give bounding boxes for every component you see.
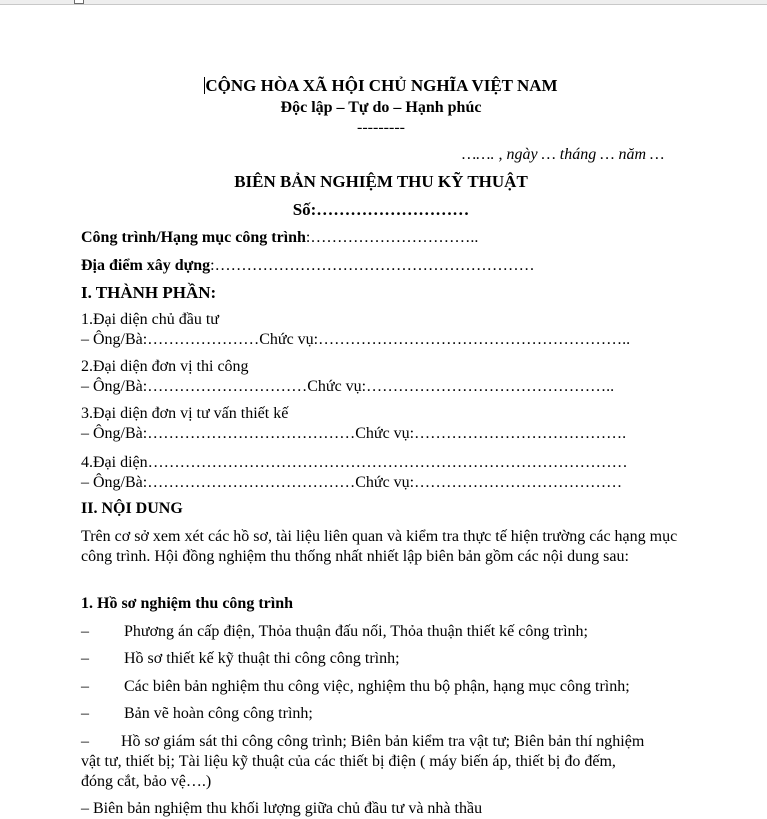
subsection1-heading: 1. Hồ sơ nghiệm thu công trình — [81, 595, 293, 612]
motto: Độc lập – Tự do – Hạnh phúc — [280, 99, 482, 116]
section2-heading: II. NỘI DUNG — [81, 500, 183, 517]
bullet-item — [81, 649, 400, 669]
dash-bullet-icon: – — [81, 623, 89, 640]
dash-bullet-icon: – — [81, 705, 89, 722]
project-line — [81, 228, 478, 248]
ruler — [0, 0, 767, 5]
bullet-text: Bản vẽ hoàn công công trình; — [124, 705, 313, 722]
bullet-long-line-1 — [81, 732, 644, 752]
bullet-long-line-2: vật tư, thiết bị; Tài liệu kỹ thuật của các thiết bị điện ( máy biến áp, thiết bị đo đếm, — [81, 753, 616, 770]
last-line: – Biên bản nghiệm thu khối lượng giữa chủ đầu tư và nhà thầu — [81, 800, 483, 817]
participant-1-person: – Ông/Bà:…………………Chức vụ:………………………………………………….. — [81, 331, 631, 348]
report-number: Số:……………………… — [292, 200, 470, 219]
separator: --------- — [357, 119, 405, 136]
bullet-text: Các biên bản nghiệm thu công việc, nghiệm thu bộ phận, hạng mục công trình; — [124, 678, 630, 695]
participant-1-title: 1.Đại diện chủ đầu tư — [81, 311, 219, 328]
bullet-text: Hồ sơ giám sát thi công công trình; Biên bản kiểm tra vật tư; Biên bản thí nghiệm — [121, 733, 645, 750]
participant-3-title: 3.Đại diện đơn vị tư vấn thiết kế — [81, 405, 289, 422]
bullet-item — [81, 622, 588, 642]
intro-paragraph: Trên cơ sở xem xét các hồ sơ, tài liệu liên quan và kiểm tra thực tế hiện trường các hạng mục công trình. Hội đồng nghiệm thu thống nhất nhiết lập biên bản gồm các nội dung sau: — [81, 528, 678, 565]
indent-marker[interactable] — [74, 0, 84, 4]
section1-heading: I. THÀNH PHẦN: — [81, 283, 217, 302]
dash-bullet-icon: – — [81, 650, 89, 667]
participant-4-title: 4.Đại diện……………………………………………………………………………… — [81, 454, 628, 471]
participant-2-title: 2.Đại diện đơn vị thi công — [81, 358, 249, 375]
report-title: BIÊN BẢN NGHIỆM THU KỸ THUẬT — [234, 172, 528, 191]
participant-4-person: – Ông/Bà:…………………………………Chức vụ:………………………………… — [81, 474, 623, 491]
project-blank: :………………………….. — [305, 229, 479, 246]
bullet-text: Phương án cấp điện, Thỏa thuận đấu nối, Thỏa thuận thiết kế công trình; — [124, 623, 588, 640]
national-title — [81, 76, 681, 96]
participant-3-person: – Ông/Bà:…………………………………Chức vụ:…………………………………. — [81, 425, 627, 442]
location-blank: :…………………………………………………… — [210, 257, 535, 274]
bullet-item — [81, 704, 313, 724]
bullet-long-line-3: đóng cắt, bảo vệ….) — [81, 773, 212, 790]
bullet-text: Hồ sơ thiết kế kỹ thuật thi công công trình; — [124, 650, 400, 667]
location-label: Địa điểm xây dựng — [81, 257, 211, 274]
date-line: ……. , ngày … tháng … năm … — [462, 146, 665, 163]
bullet-item — [81, 677, 630, 697]
national-title-text: CỘNG HÒA XÃ HỘI CHỦ NGHĨA VIỆT NAM — [205, 76, 558, 95]
location-line — [81, 256, 535, 276]
dash-bullet-icon: – — [81, 678, 89, 695]
participant-2-person: – Ông/Bà:…………………………Chức vụ:……………………………………….. — [81, 378, 615, 395]
project-label: Công trình/Hạng mục công trình — [81, 229, 306, 246]
dash-bullet-icon: – — [81, 733, 89, 750]
